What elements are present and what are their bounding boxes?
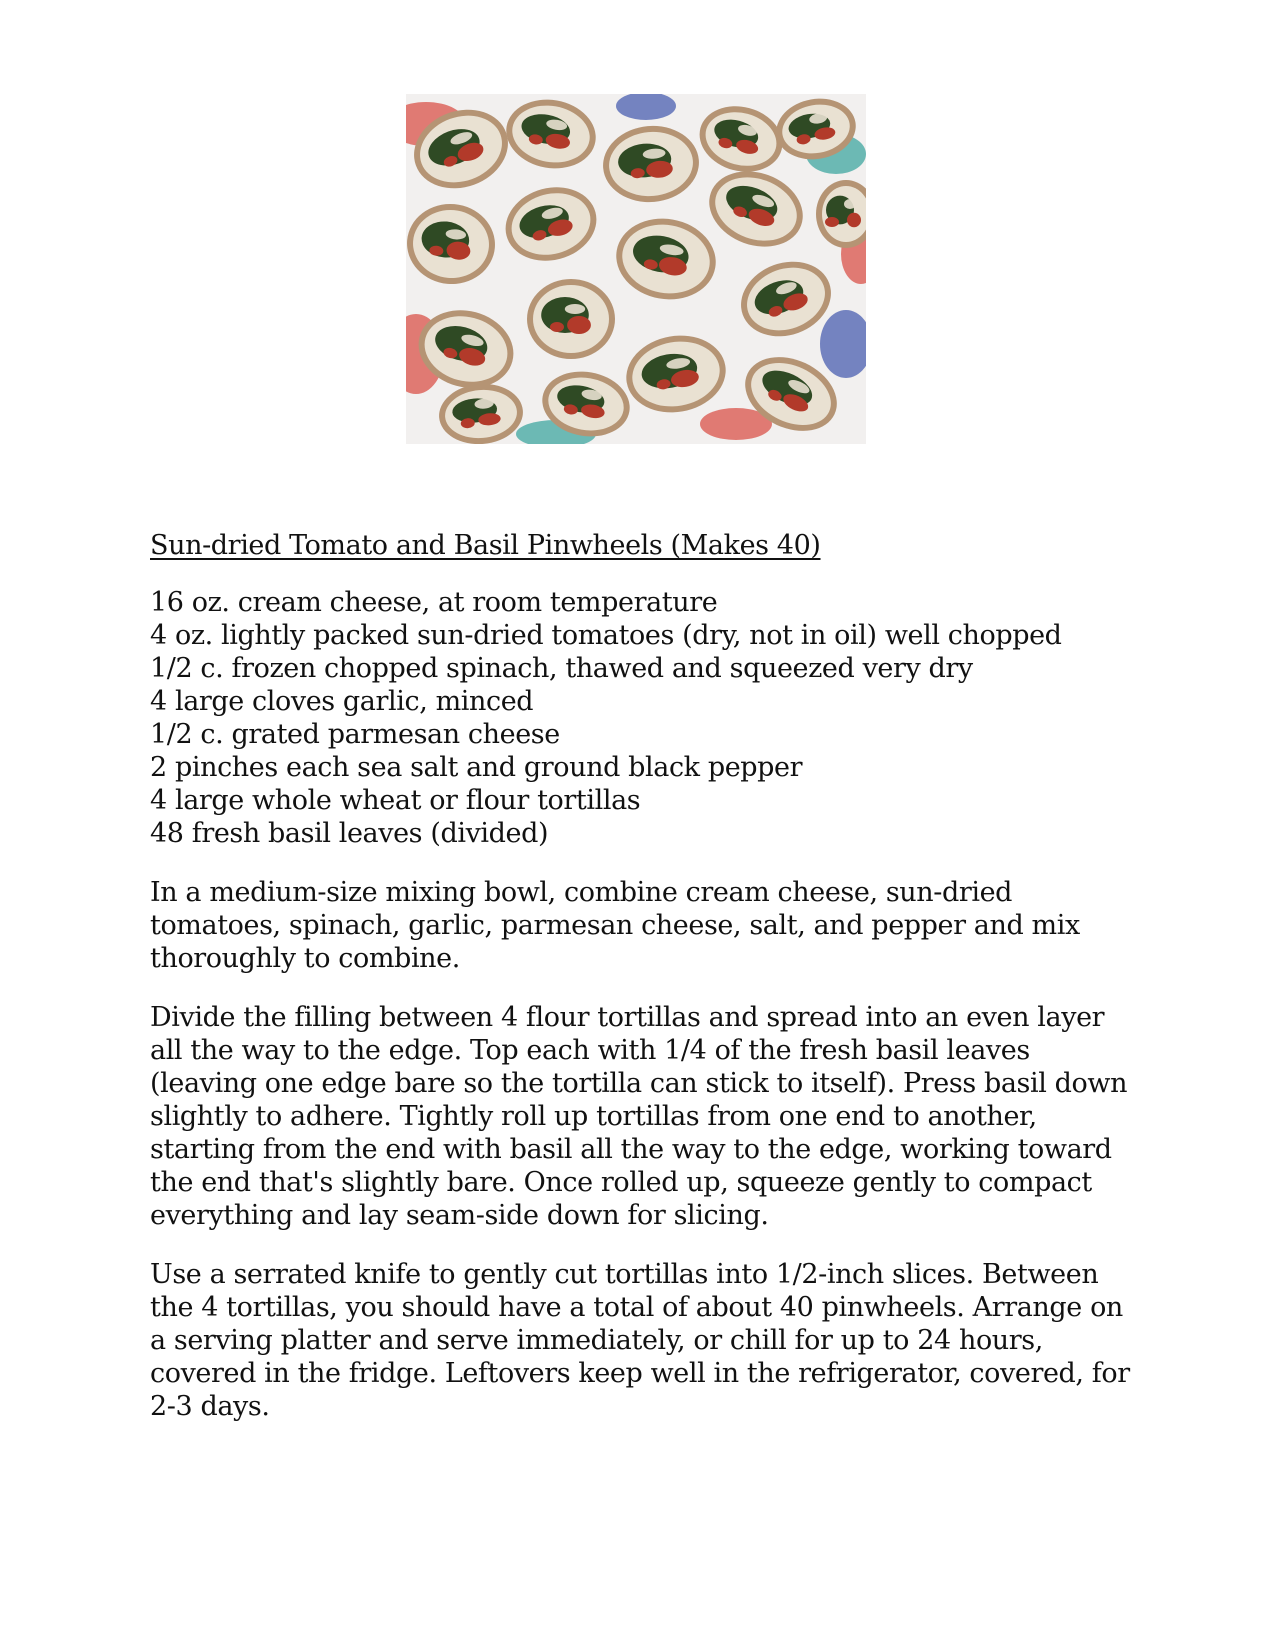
ingredient-list: [150, 586, 1140, 850]
ingredient-item: 2 pinches each sea salt and ground black pepper: [150, 752, 803, 783]
recipe-content: [150, 529, 1140, 1449]
ingredient-item: 4 large whole wheat or flour tortillas: [150, 785, 641, 816]
instruction-paragraph: Divide the filling between 4 flour tortillas and spread into an even layer all the way to the edge. Top each with 1/4 of the fresh basil leaves (leaving one edge bare so the tortilla can stick to itself). Press basil down slightly to adhere. Tightly roll up tortillas from one end to another, starting from the end with basil all the way to the edge, working toward the end that's slightly bare. Once rolled up, squeeze gently to compact everything and lay seam-side down for slicing.: [150, 1002, 1128, 1231]
pinwheels-photo-icon: [406, 94, 866, 444]
ingredient-item: 1/2 c. grated parmesan cheese: [150, 719, 560, 750]
ingredient-item: 4 large cloves garlic, minced: [150, 686, 534, 717]
pinwheels-photo: [406, 94, 866, 444]
instruction-paragraph: In a medium-size mixing bowl, combine cream cheese, sun-dried tomatoes, spinach, garlic, parmesan cheese, salt, and pepper and mix thoroughly to combine.: [150, 877, 1080, 974]
recipe-title: Sun-dried Tomato and Basil Pinwheels (Makes 40): [150, 530, 821, 561]
ingredient-item: 16 oz. cream cheese, at room temperature: [150, 587, 718, 618]
ingredient-item: 1/2 c. frozen chopped spinach, thawed and squeezed very dry: [150, 653, 973, 684]
instruction-paragraph: Use a serrated knife to gently cut tortillas into 1/2-inch slices. Between the 4 tortillas, you should have a total of about 40 pinwheels. Arrange on a serving platter and serve immediately, or chill for up to 24 hours, covered in the fridge. Leftovers keep well in the refrigerator, covered, for 2-3 days.: [150, 1259, 1130, 1422]
ingredient-item: 48 fresh basil leaves (divided): [150, 818, 549, 849]
ingredient-item: 4 oz. lightly packed sun-dried tomatoes (dry, not in oil) well chopped: [150, 620, 1062, 651]
